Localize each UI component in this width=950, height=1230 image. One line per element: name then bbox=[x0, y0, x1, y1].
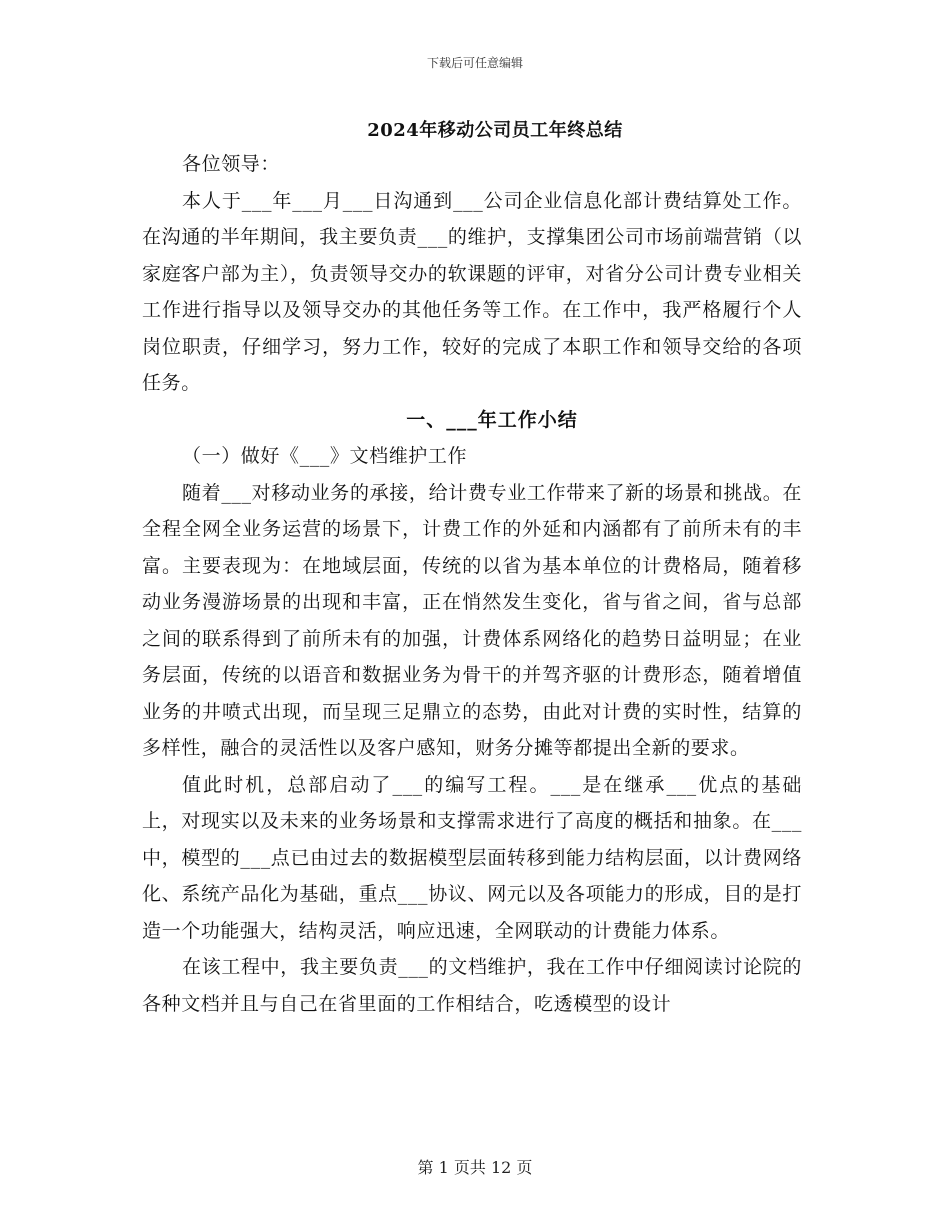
document-title: 2024年移动公司员工年终总结 bbox=[367, 120, 623, 141]
page-footer: 第 1 页共 12 页 bbox=[417, 1158, 533, 1177]
salutation: 各位领导： bbox=[182, 153, 281, 175]
paragraph: 值此时机，总部启动了___的编写工程。___是在继承___优点的基础上，对现实以及未来的业务场景和支撑需求进行了高度的概括和抽象。在___中，模型的___点已由过去的数据模型层面转移到能力结构层面，以计费网络化、系统产品化为基础，重点___协议、网元以及各项能力的形成，目的是打造一个功能强大，结构灵活，响应迅速，全网联动的计费能力体系。 bbox=[142, 773, 802, 942]
document-body bbox=[142, 146, 802, 1022]
paragraph: 在该工程中，我主要负责___的文档维护，我在工作中仔细阅读讨论院的各种文档并且与自己在省里面的工作相结合，吃透模型的设计 bbox=[142, 956, 802, 1015]
page-header: 下载后可任意编辑 bbox=[426, 56, 523, 70]
paragraph: 随着___对移动业务的承接，给计费专业工作带来了新的场景和挑战。在全程全网全业务运营的场景下，计费工作的外延和内涵都有了前所未有的丰富。主要表现为：在地域层面，传统的以省为基本单位的计费格局，随着移动业务漫游场景的出现和丰富，正在悄然发生变化，省与省之间，省与总部之间的联系得到了前所未有的加强，计费体系网络化的趋势日益明显；在业务层面，传统的以语音和数据业务为骨干的并驾齐驱的计费形态，随着增值业务的井喷式出现，而呈现三足鼎立的态势，由此对计费的实时性，结算的多样性，融合的灵活性以及客户感知，财务分摊等都提出全新的要求。 bbox=[142, 481, 802, 759]
intro-paragraph: 本人于___年___月___日沟通到___公司企业信息化部计费结算处工作。在沟通的半年期间，我主要负责___的维护，支撑集团公司市场前端营销（以家庭客户部为主），负责领导交办的软课题的评审，对省分公司计费专业相关工作进行指导以及领导交办的其他任务等工作。在工作中，我严格履行个人岗位职责，仔细学习，努力工作，较好的完成了本职工作和领导交给的各项任务。 bbox=[142, 189, 802, 394]
subsection-heading: （一）做好《___》文档维护工作 bbox=[182, 445, 468, 467]
section-heading: 一、___年工作小结 bbox=[406, 408, 578, 431]
